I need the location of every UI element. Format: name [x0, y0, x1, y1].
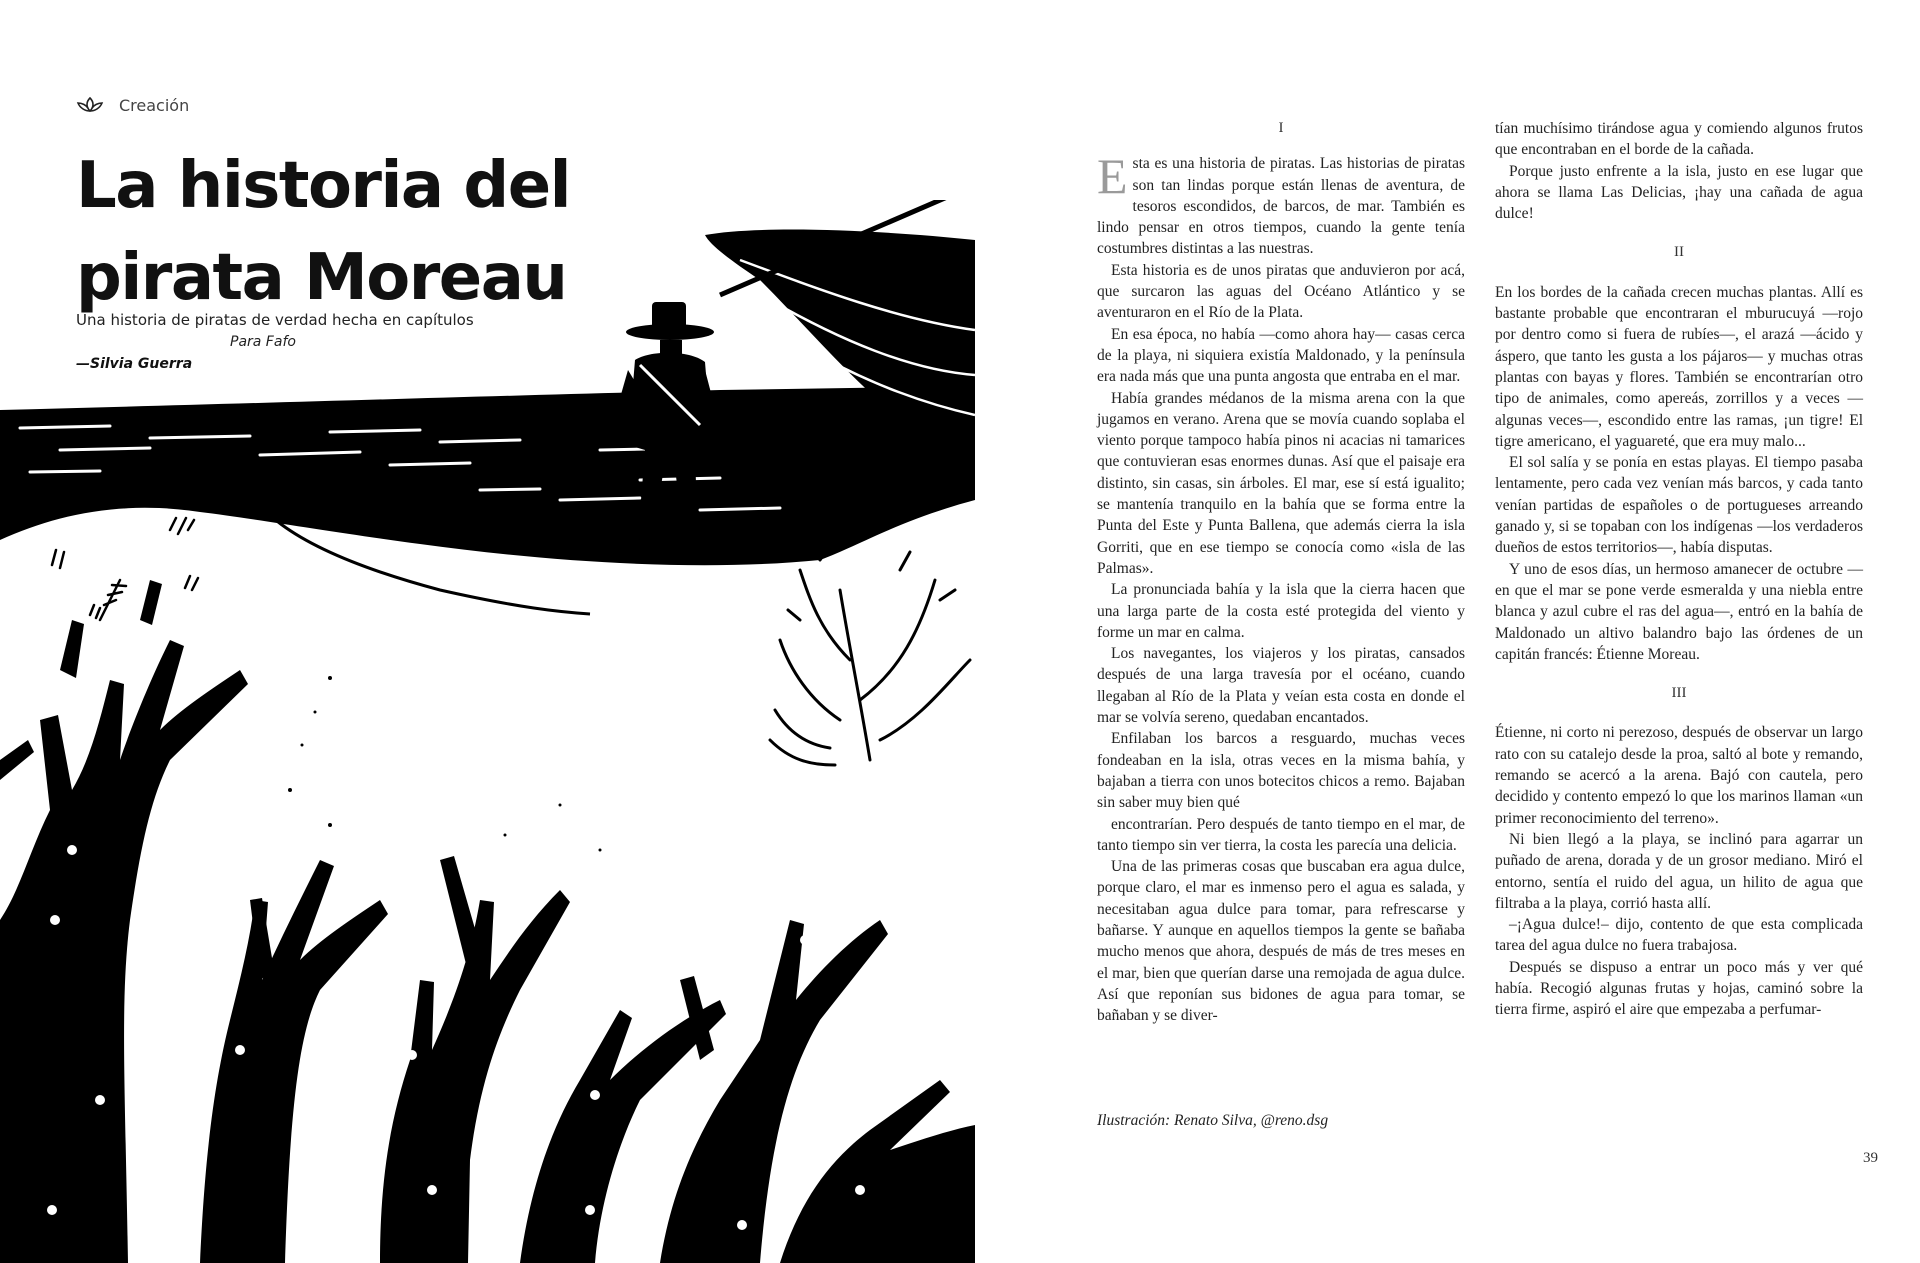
grass-tufts [52, 518, 198, 620]
paragraph [1097, 148, 1465, 259]
title-line-1: La historia del [76, 149, 571, 223]
paragraph: –¡Agua dulce!– dijo, contento de que esta complicada tarea del agua dulce no fuera trabajosa. [1495, 916, 1863, 955]
paragraph: Había grandes médanos de la misma arena con la que jugamos en verano. Arena que se movía cuando soplaba el viento porque tampoco había pinos ni acacias ni tamarices que contuvieran esas enormes dunas. Así que el paisaje era distinto, sin casas, sin árboles. El mar, ese sí está igualito; se mantenía tranquilo en la bahía que se forma entre la Punta del Este y Punta Ballena, que además cierra la isla Gorriti, que en ese tiempo se conocía como «isla de las Palmas». [1097, 389, 1465, 577]
right-page [975, 0, 1920, 1263]
byline: —Silvia Guerra [76, 356, 193, 372]
text-column-right [1495, 118, 1863, 1021]
paragraph-text: sta es una historia de piratas. Las historias de piratas son tan lindas porque están llenas de aventura, de tesoros escondidos, de barcos, de mar. También es lindo pensar en otros tiempos, cuando la gente tenía costumbres distintas a las nuestras. [1097, 155, 1465, 258]
page-number: 39 [1863, 1150, 1878, 1166]
paragraph: encontrarían. Pero después de tanto tiempo en el mar, de tanto tiempo sin ver tierra, la costa les parecía una delicia. [1097, 815, 1465, 854]
paragraph: Porque justo enfrente a la isla, justo en ese lugar que ahora se llama Las Delicias, ¡hay una cañada de agua dulce! [1495, 162, 1863, 223]
title-line-2: pirata Moreau [76, 241, 567, 315]
text-column-left [1097, 118, 1465, 1026]
chapter-heading-1: I [1278, 120, 1284, 136]
paragraph: En esa época, no había —como ahora hay— casas cerca de la playa, ni siquiera existía Maldonado, y la península era nada más que una punta angosta que entraba en el mar. [1097, 325, 1465, 386]
chapter-heading-3: III [1671, 685, 1687, 702]
paragraph: El sol salía y se ponía en estas playas. El tiempo pasaba lentamente, pero cada vez venían más barcos, y cada tanto venían partidas de españoles o de portugueses arreando ganado y, si se topaban con los indígenas —los verdaderos dueños de estos territorios—, había disputas. [1495, 454, 1863, 557]
paragraph: La pronunciada bahía y la isla que la cierra hacen que una larga parte de la costa esté protegida del viento y forme un mar en calma. [1097, 581, 1465, 641]
drop-cap: E [1097, 148, 1128, 205]
pirate-illustration [0, 200, 975, 1263]
section-tag [75, 95, 189, 115]
specks [288, 676, 602, 852]
paragraph: tían muchísimo tirándose agua y comiendo algunos frutos que encontraban en el borde de la cañada. [1495, 120, 1863, 159]
paragraph: Los navegantes, los viajeros y los piratas, cansados después de una larga travesía por el océano, cuando llegaban al Río de la Plata y veían esta costa en donde el mar se volvía sereno, quedaban encantados. [1097, 645, 1465, 727]
paragraph: Una de las primeras cosas que buscaban era agua dulce, porque claro, el mar es inmenso pero el agua es salada, y necesitaban agua dulce para tomar, para refrescarse y bañarse. Y aunque en aquellos tiempos la gente se bañaba mucho menos que ahora, después de más de tres meses en el mar, bien que querían darse una remojada de agua dulce. Así que reponían sus bidones de agua para tomar, se bañaban y se diver- [1097, 858, 1465, 1025]
paragraph: Étienne, ni corto ni perezoso, después de observar un largo rato con su catalejo desde la proa, saltó al bote y remando, remando se acercó a la arena. Bajó con cautela, pero decidido y contento empezó lo que los marinos llaman «un primer reconocimiento del terreno». [1495, 724, 1863, 827]
paragraph: Después se dispuso a entrar un poco más y ver qué había. Recogió algunas frutas y hojas, caminó sobre la tierra firme, aspiró el aire que empezaba a perfumar- [1495, 958, 1863, 1019]
paragraph: En los bordes de la cañada crecen muchas plantas. Allí es bastante probable que encontraran el mburucuyá —rojo por dentro como si fuera de rubíes—, el arazá —ácido y áspero, que tanto les gusta a los pájaros— y muchas otras plantas con bayas y flores. También se encontrarían otro tipo de animales, como apereás, zorrillos y a veces —algunas veces—, escondido entre las ramas, ¡un tigre! El tigre americano, el yaguareté, que era muy malo... [1495, 283, 1863, 450]
paragraph: Y uno de esos días, un hermoso amanecer de octubre —en que el mar se pone verde esmeralda y una niebla entre blanca y azul cubre el ras del agua—, entró en la bahía de Maldonado un altivo balandro bajo las órdenes de un capitán francés: Étienne Moreau. [1495, 560, 1863, 663]
paragraph: Enfilaban los barcos a resguardo, muchas veces fondeaban en la isla, otras veces en la misma bahía, y bajaban a tierra con unos botecitos chicos a remo. Bajaban sin saber muy bien qué [1097, 730, 1465, 812]
illustration-credit: Ilustración: Renato Silva, @reno.dsg [1097, 1112, 1329, 1129]
dedication: Para Fafo [230, 334, 296, 350]
chapter-heading-2: II [1674, 244, 1684, 261]
lotus-icon [75, 95, 105, 115]
subtitle: Una historia de piratas de verdad hecha en capítulos [76, 311, 474, 329]
tree-silhouettes [0, 580, 975, 1263]
section-label: Creación [119, 95, 190, 115]
paragraph: Ni bien llegó a la playa, se inclinó para agarrar un puñado de arena, dorada y de un grosor mediano. Miró el entorno, sentía el ruido del agua, un hilito de agua que filtraba a la playa, corrió hasta allí. [1495, 830, 1863, 912]
sea-shape [0, 386, 975, 565]
paragraph: Esta historia es de unos piratas que anduvieron por acá, que surcaron las aguas del Océano Atlántico y se aventuraron en el Río de la Plata. [1097, 261, 1465, 322]
shrub [770, 545, 970, 765]
